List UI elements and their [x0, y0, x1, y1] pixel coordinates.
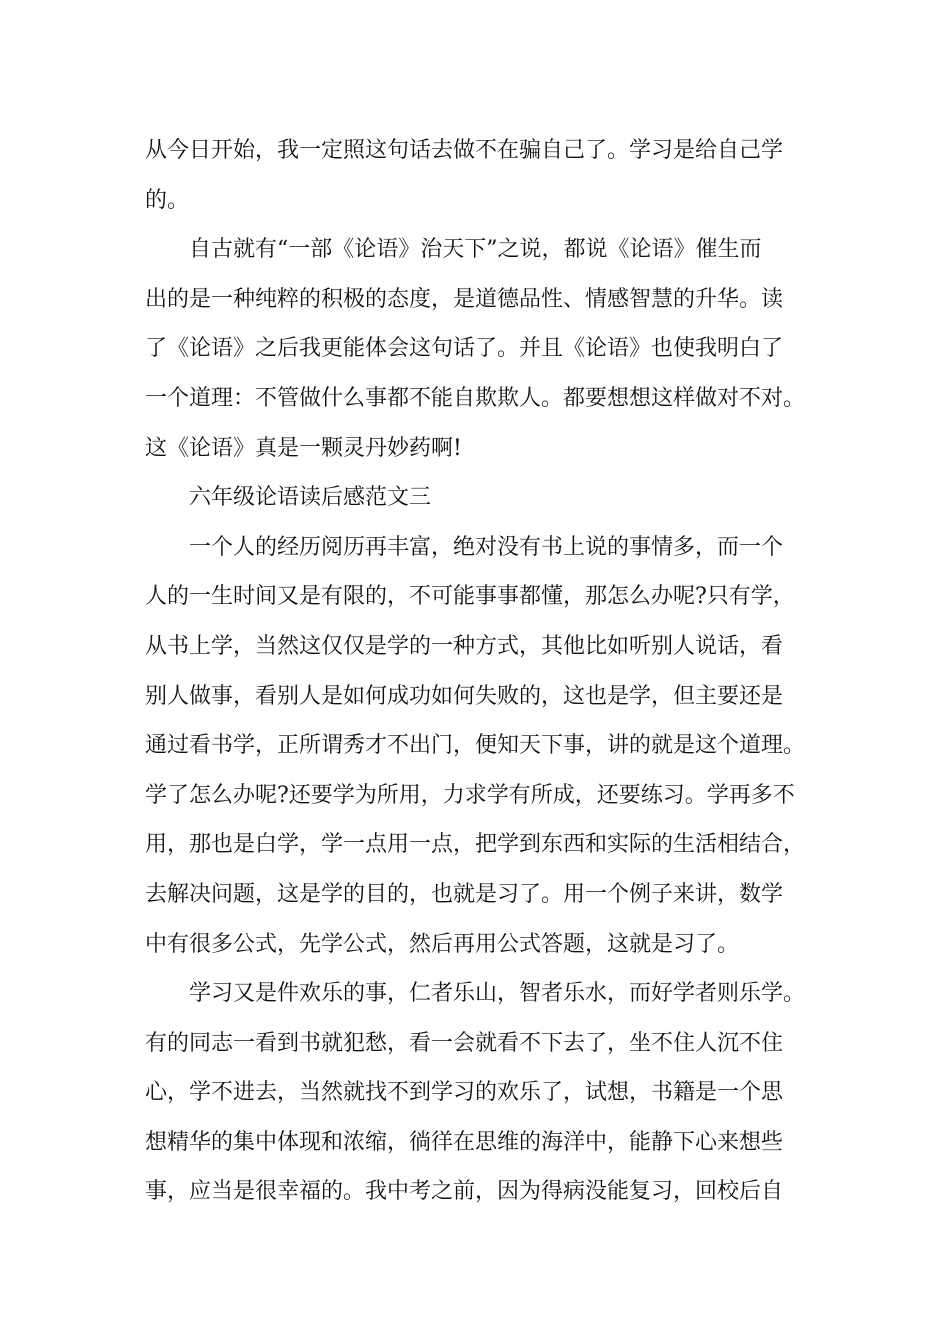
text-line: 的。 — [145, 187, 190, 213]
text-line: 从书上学，当然这仅仅是学的一种方式，其他比如听别人说话，看 — [145, 633, 784, 659]
text-line: 学了怎么办呢?还要学为所用，力求学有所成，还要练习。学再多不 — [145, 782, 795, 808]
text-line: 通过看书学，正所谓秀才不出门，便知天下事，讲的就是这个道理。 — [145, 733, 806, 759]
text-line: 心，学不进去，当然就找不到学习的欢乐了，试想，书籍是一个思 — [145, 1080, 784, 1106]
text-line: 别人做事，看别人是如何成功如何失败的，这也是学，但主要还是 — [145, 683, 784, 709]
paragraph-first-line: 一个人的经历阅历再丰富，绝对没有书上说的事情多，而一个 — [189, 534, 784, 560]
paragraph-first-line: 自古就有“一部《论语》治天下”之说，都说《论语》催生而 — [189, 237, 762, 263]
text-line: 想精华的集中体现和浓缩，徜徉在思维的海洋中，能静下心来想些 — [145, 1129, 784, 1155]
text-line: 人的一生时间又是有限的，不可能事事都懂，那怎么办呢?只有学， — [145, 584, 795, 610]
text-line: 了《论语》之后我更能体会这句话了。并且《论语》也使我明白了 — [145, 336, 784, 362]
text-line: 一个道理：不管做什么事都不能自欺欺人。都要想想这样做对不对。 — [145, 385, 806, 411]
text-line: 出的是一种纯粹的积极的态度，是道德品性、情感智慧的升华。读 — [145, 286, 784, 312]
text-line: 从今日开始，我一定照这句话去做不在骗自己了。学习是给自己学 — [145, 138, 784, 163]
section-heading: 六年级论语读后感范文三 — [189, 485, 432, 511]
text-line: 事，应当是很幸福的。我中考之前，因为得病没能复习，回校后自 — [145, 1179, 784, 1205]
text-line: 这《论语》真是一颗灵丹妙药啊! — [145, 435, 462, 461]
text-line: 用，那也是白学，学一点用一点，把学到东西和实际的生活相结合， — [145, 832, 806, 858]
text-line: 中有很多公式，先学公式，然后再用公式答题，这就是习了。 — [145, 931, 740, 957]
text-line: 去解决问题，这是学的目的，也就是习了。用一个例子来讲，数学 — [145, 881, 784, 907]
text-line: 有的同志一看到书就犯愁，看一会就看不下去了，坐不住人沉不住 — [145, 1030, 784, 1056]
document-body — [145, 126, 815, 1217]
paragraph-first-line: 学习又是件欢乐的事，仁者乐山，智者乐水，而好学者则乐学。 — [189, 981, 806, 1007]
